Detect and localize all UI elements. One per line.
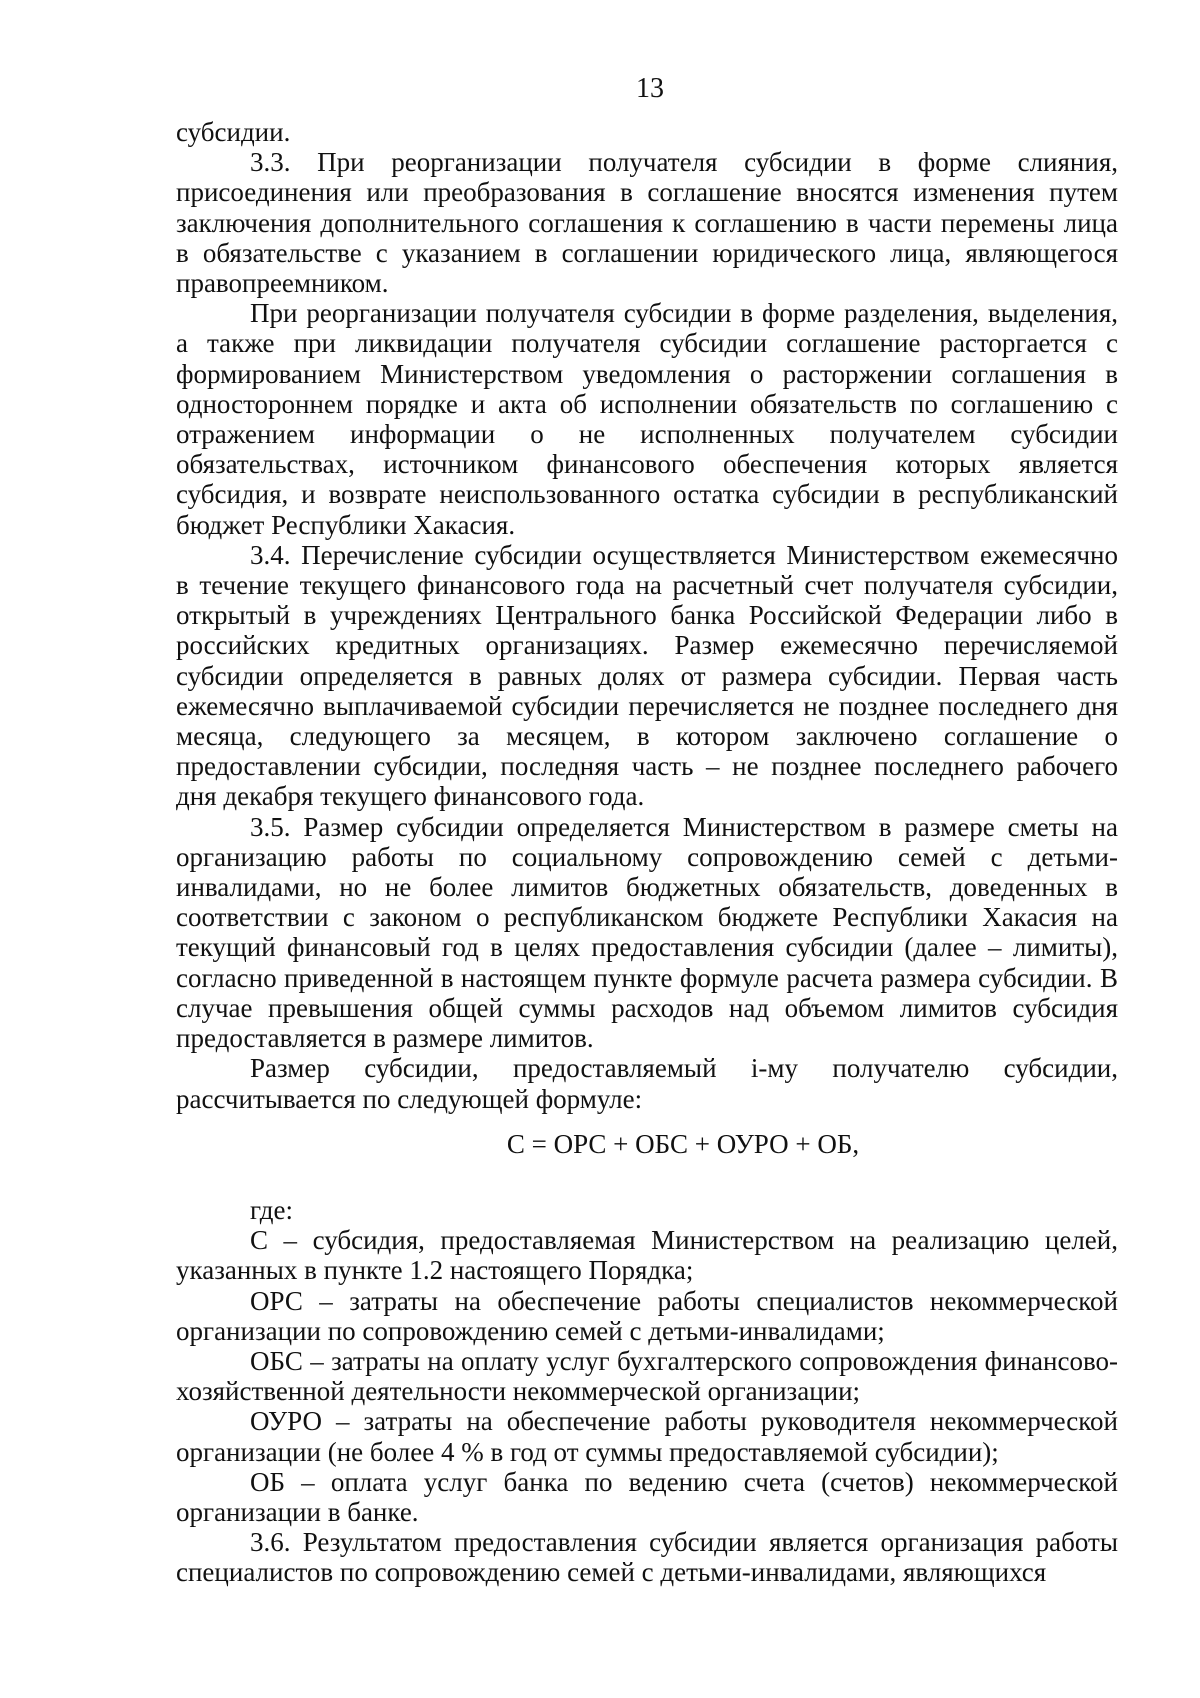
paragraph-reorganization: При реорганизации получателя субсидии в форме разделения, выделения, а также при ликвидации получателя субсидии соглашение расторгается с формированием Министерством уведомления о расторжении соглашения в одностороннем порядке и акта об исполнении обязательств по соглашению с отражением информации о не исполненных получателем субсидии обязательствах, источником финансового обеспечения которых является субсидия, и возврате неиспользованного остатка субсидии в республиканский бюджет Республики Хакасия. [176, 298, 1118, 540]
document-body [176, 117, 1118, 1588]
paragraph-3-3: 3.3. При реорганизации получателя субсидии в форме слияния, присоединения или преобразования в соглашение вносятся изменения путем заключения дополнительного соглашения к соглашению в части перемены лица в обязательстве с указанием в соглашении юридического лица, являющегося правопреемником. [176, 147, 1118, 299]
paragraph-3-5: 3.5. Размер субсидии определяется Министерством в размере сметы на организацию работы по социальному сопровождению семей с детьми-инвалидами, но не более лимитов бюджетных обязательств, доведенных в соответствии с законом о республиканском бюджете Республики Хакасия на текущий финансовый год в целях предоставления субсидии (далее – лимиты), согласно приведенной в настоящем пункте формуле расчета размера субсидии. В случае превышения общей суммы расходов над объемом лимитов субсидия предоставляется в размере лимитов. [176, 811, 1118, 1054]
definition-ouro: ОУРО – затраты на обеспечение работы руководителя некоммерческой организации (не более 4 % в год от суммы предоставляемой субсидии); [176, 1406, 1118, 1467]
definition-ors: ОРС – затраты на обеспечение работы специалистов некоммерческой организации по сопровождению семей с детьми-инвалидами; [176, 1285, 1118, 1346]
paragraph-3-6: 3.6. Результатом предоставления субсидии является организация работы специалистов по сопровождению семей с детьми-инвалидами, являющихся [176, 1527, 1118, 1588]
paragraph-continuation: субсидии. [176, 117, 291, 147]
definitions-intro: где: [250, 1194, 293, 1225]
paragraph-formula-intro: Размер субсидии, предоставляемый i-му получателю субсидии, рассчитывается по следующей формуле: [176, 1053, 1118, 1114]
definition-c: С – субсидия, предоставляемая Министерством на реализацию целей, указанных в пункте 1.2 настоящего Порядка; [176, 1225, 1118, 1286]
subsidy-formula: С = ОРС + ОБС + ОУРО + ОБ, [506, 1128, 860, 1159]
definition-obs: ОБС – затраты на оплату услуг бухгалтерского сопровождения финансово-хозяйственной деятельности некоммерческой организации; [176, 1345, 1118, 1407]
page-number: 13 [636, 73, 664, 104]
definition-ob: ОБ – оплата услуг банка по ведению счета (счетов) некоммерческой организации в банке. [176, 1466, 1118, 1527]
paragraph-3-4: 3.4. Перечисление субсидии осуществляется Министерством ежемесячно в течение текущего финансового года на расчетный счет получателя субсидии, открытый в учреждениях Центрального банка Российской Федерации либо в российских кредитных организациях. Размер ежемесячно перечисляемой субсидии определяется в равных долях от размера субсидии. Первая часть ежемесячно выплачиваемой субсидии перечисляется не позднее последнего дня месяца, следующего за месяцем, в котором заключено соглашение о предоставлении субсидии, последняя часть – не позднее последнего рабочего дня декабря текущего финансового года. [176, 539, 1118, 812]
